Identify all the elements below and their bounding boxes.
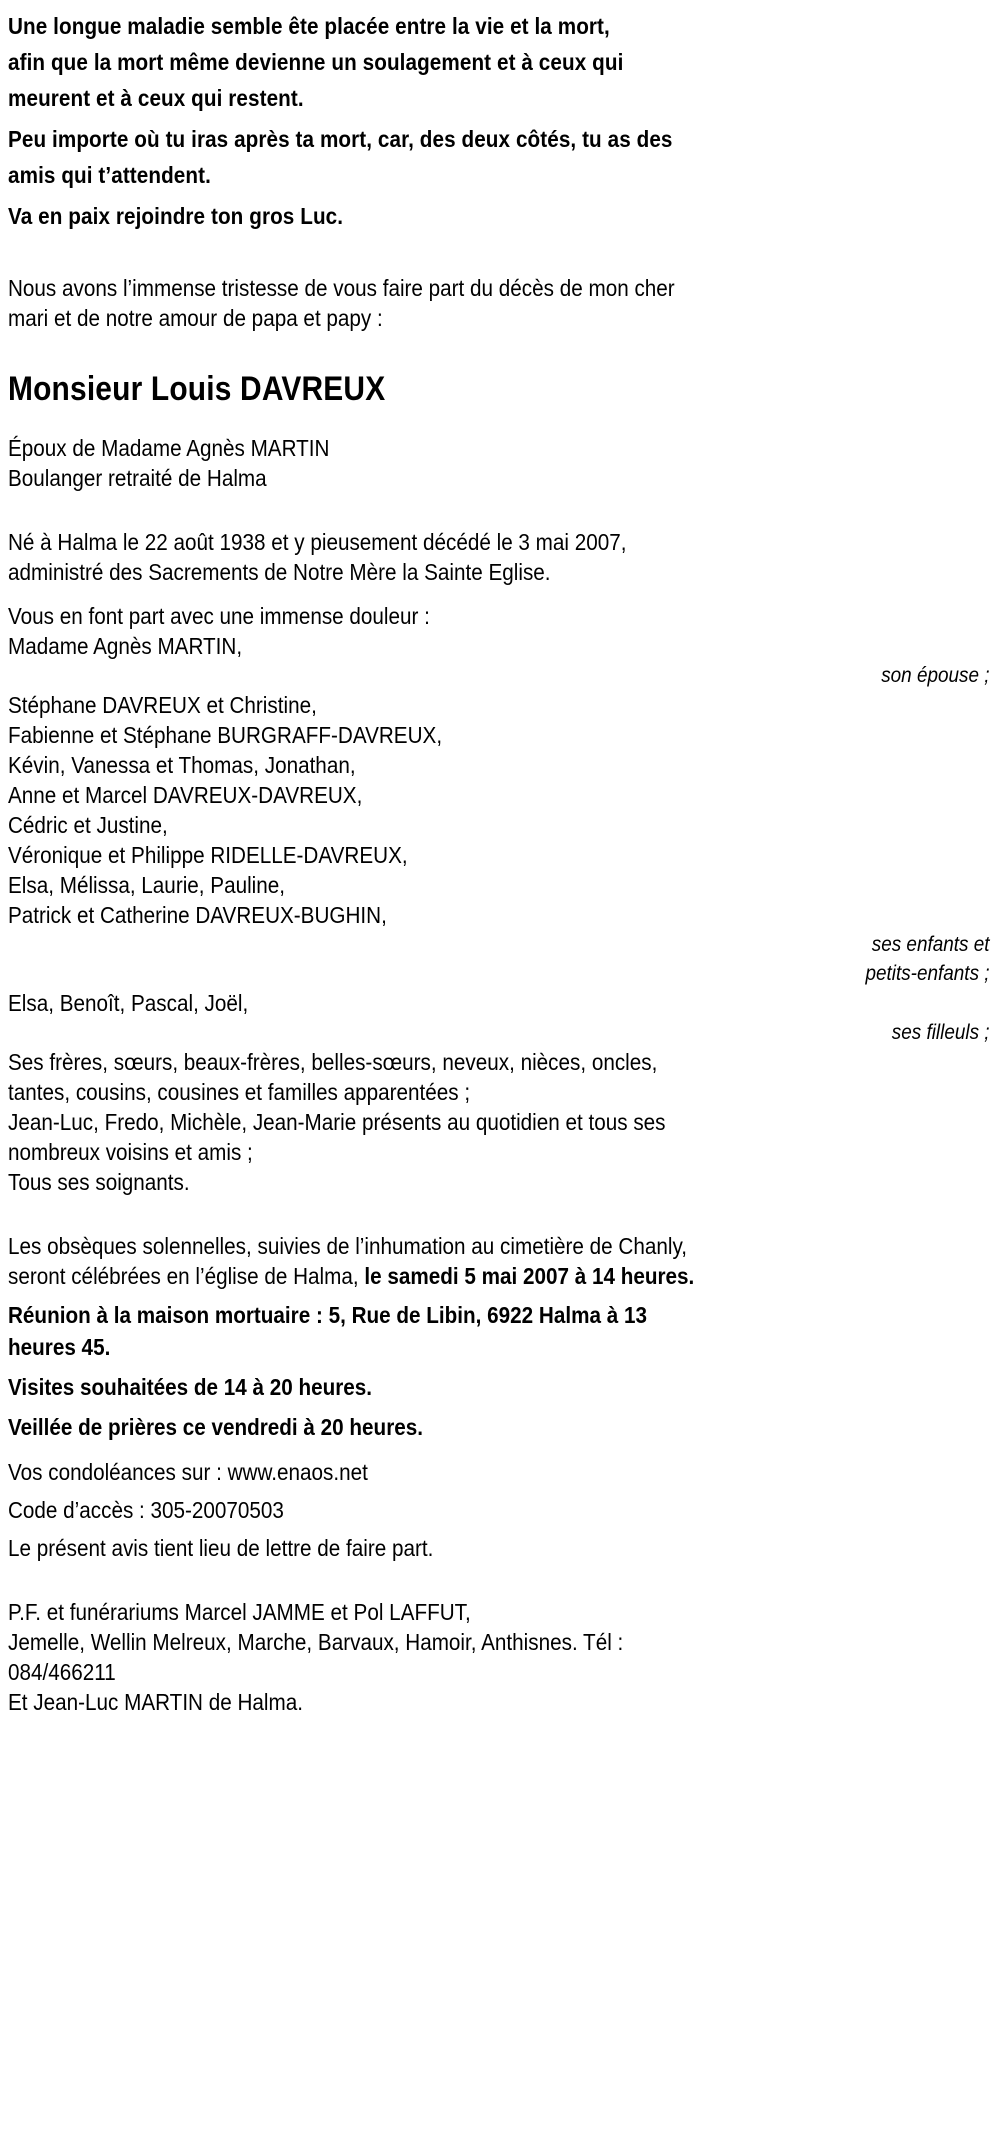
spacer: [8, 239, 992, 273]
deceased-spouse-line: Époux de Madame Agnès MARTIN: [8, 435, 330, 461]
extended-family-line: Jean-Luc, Fredo, Michèle, Jean-Marie présents au quotidien et tous ses: [8, 1109, 666, 1135]
relation-caption: petits-enfants ;: [865, 961, 990, 985]
spacer: [8, 1563, 992, 1597]
announcement-paragraph: [8, 273, 992, 333]
spacer: [8, 411, 992, 433]
extended-family-line: tantes, cousins, cousines et familles apparentées ;: [8, 1079, 471, 1105]
survivor-group-spouse: [8, 631, 992, 690]
announcement-line: mari et de notre amour de papa et papy :: [8, 305, 383, 331]
ceremony-paragraph: [8, 1231, 992, 1291]
gathering-line: heures 45.: [8, 1334, 111, 1360]
spacer: [8, 1525, 992, 1533]
legal-notice-line: Le présent avis tient lieu de lettre de faire part.: [8, 1535, 434, 1561]
deceased-name: Monsieur Louis DAVREUX: [8, 370, 386, 408]
spacer: [8, 1443, 992, 1457]
survivor-name-line: Patrick et Catherine DAVREUX-BUGHIN,: [8, 902, 387, 928]
quote-line: Peu importe où tu iras après ta mort, car, des deux côtés, tu as des: [8, 126, 673, 152]
condolences-website-line: Vos condoléances sur : www.enaos.net: [8, 1459, 368, 1485]
sacraments-line: administré des Sacrements de Notre Mère la Sainte Eglise.: [8, 559, 551, 585]
opening-quote: [8, 8, 992, 234]
gathering-line: Réunion à la maison mortuaire : 5, Rue de Libin, 6922 Halma à 13: [8, 1302, 647, 1328]
extended-family-block: [8, 1047, 992, 1197]
quote-line: afin que la mort même devienne un soulagement et à ceux qui: [8, 49, 624, 75]
survivor-name-line: Kévin, Vanessa et Thomas, Jonathan,: [8, 752, 356, 778]
survivor-name-line: Stéphane DAVREUX et Christine,: [8, 692, 317, 718]
quote-line: meurent et à ceux qui restent.: [8, 85, 304, 111]
vigil-line: Veillée de prières ce vendredi à 20 heures.: [8, 1414, 423, 1440]
ceremony-datetime: le samedi 5 mai 2007 à 14 heures.: [364, 1263, 695, 1289]
ceremony-line: Les obsèques solennelles, suivies de l’inhumation au cimetière de Chanly,: [8, 1233, 688, 1259]
relation-caption: ses filleuls ;: [892, 1020, 990, 1044]
spacer: [8, 1363, 992, 1371]
ceremony-text-regular: seront célébrées en l’église de Halma,: [8, 1263, 365, 1289]
survivor-name-line: Fabienne et Stéphane BURGRAFF-DAVREUX,: [8, 722, 443, 748]
survivor-name-line: Madame Agnès MARTIN,: [8, 633, 243, 659]
gathering-paragraph: [8, 1299, 992, 1363]
survivor-name-line: Elsa, Mélissa, Laurie, Pauline,: [8, 872, 286, 898]
spacer: [8, 1291, 992, 1299]
relation-caption: ses enfants et: [872, 932, 990, 956]
quote-paragraph-3: [8, 198, 992, 234]
life-details-paragraph: [8, 527, 992, 587]
extended-family-line: Tous ses soignants.: [8, 1169, 190, 1195]
funeral-home-line: Et Jean-Luc MARTIN de Halma.: [8, 1689, 304, 1715]
survivor-group-godchildren: [8, 988, 992, 1047]
survivors-intro: Vous en font part avec une immense douleur :: [8, 603, 430, 629]
spacer: [8, 493, 992, 527]
access-code-line: Code d’accès : 305-20070503: [8, 1497, 284, 1523]
spacer: [8, 333, 992, 367]
visits-line: Visites souhaitées de 14 à 20 heures.: [8, 1374, 373, 1400]
survivor-name-line: Anne et Marcel DAVREUX-DAVREUX,: [8, 782, 363, 808]
quote-line: Va en paix rejoindre ton gros Luc.: [8, 203, 344, 229]
spacer: [8, 1403, 992, 1411]
funeral-home-phone: 084/466211: [8, 1659, 116, 1685]
spacer: [8, 587, 992, 601]
quote-line: amis qui t’attendent.: [8, 162, 211, 188]
ceremony-line: [8, 1261, 992, 1291]
funeral-home-line: Jemelle, Wellin Melreux, Marche, Barvaux, Hamoir, Anthisnes. Tél :: [8, 1629, 624, 1655]
spacer: [8, 1487, 992, 1495]
deceased-details: [8, 433, 992, 493]
quote-line: Une longue maladie semble ête placée entre la vie et la mort,: [8, 13, 610, 39]
quote-paragraph-2: [8, 121, 992, 193]
survivor-name-line: Elsa, Benoît, Pascal, Joël,: [8, 990, 249, 1016]
deceased-occupation-line: Boulanger retraité de Halma: [8, 465, 267, 491]
extended-family-line: Ses frères, sœurs, beaux-frères, belles-sœurs, neveux, nièces, oncles,: [8, 1049, 658, 1075]
spacer: [8, 1197, 992, 1231]
announcement-line: Nous avons l’immense tristesse de vous faire part du décès de mon cher: [8, 275, 675, 301]
survivor-name-line: Véronique et Philippe RIDELLE-DAVREUX,: [8, 842, 408, 868]
extended-family-line: nombreux voisins et amis ;: [8, 1139, 253, 1165]
quote-paragraph-1: [8, 8, 992, 116]
funeral-home-block: [8, 1597, 992, 1717]
birth-death-line: Né à Halma le 22 août 1938 et y pieusement décédé le 3 mai 2007,: [8, 529, 627, 555]
survivor-name-line: Cédric et Justine,: [8, 812, 168, 838]
survivor-group-children: [8, 690, 992, 988]
funeral-home-line: P.F. et funérariums Marcel JAMME et Pol LAFFUT,: [8, 1599, 471, 1625]
relation-caption: son épouse ;: [881, 663, 990, 687]
